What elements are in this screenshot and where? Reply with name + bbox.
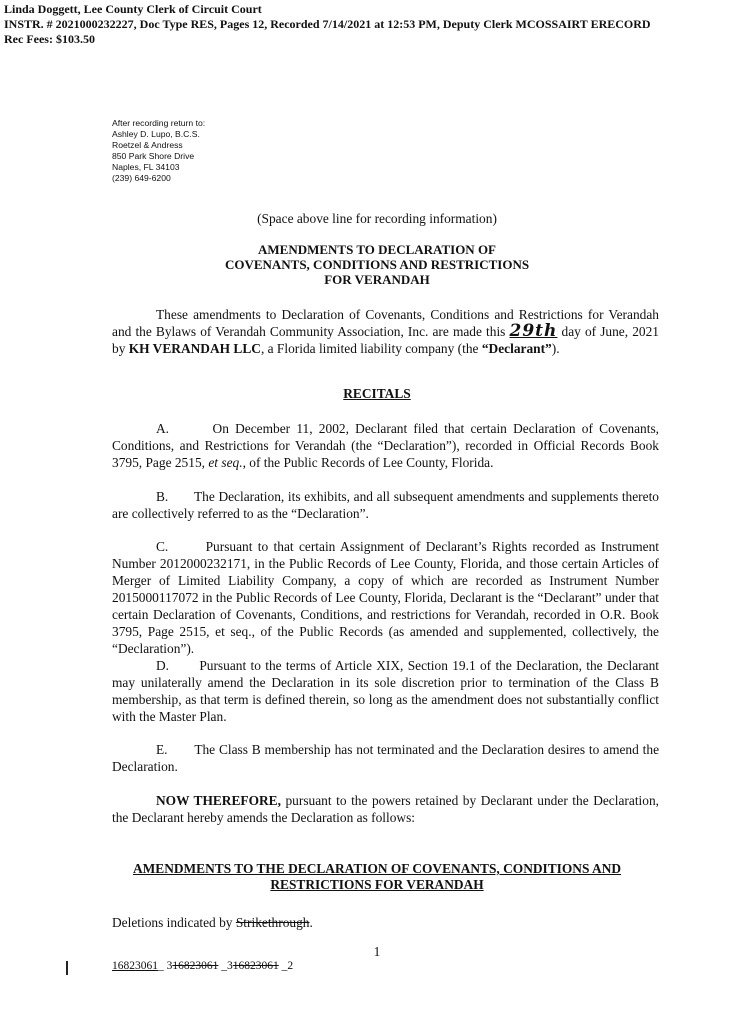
recital-e-letter: E. — [156, 742, 168, 757]
recital-b-letter: B. — [156, 489, 169, 504]
return-street: 850 Park Shore Drive — [112, 151, 195, 161]
amendments-heading-line-1: AMENDMENTS TO THE DECLARATION OF COVENANTS, CONDITIONS AND — [132, 861, 622, 876]
recital-d-text: Pursuant to the terms of Article XIX, Section 19.1 of the Declaration, the Declarant may unilaterally amend the Declaration in its sole discretion prior to termination of the Class B membership, as that term is defined therein, so long as the amendment does not substantially conflict with the Master Plan. — [112, 658, 659, 724]
footer-struck-1: 16823061 — [172, 960, 219, 972]
footer-doc-number: 16823061 — [112, 960, 158, 972]
intro-text-1: These amendments to Declaration of Covenants, Conditions and Restrictions for Verandah and the Bylaws of Verandah Community Association, Inc. are made this — [112, 307, 659, 339]
now-therefore-paragraph — [112, 792, 659, 826]
return-label: After recording return to: — [112, 118, 206, 128]
title-line-2: COVENANTS, CONDITIONS AND RESTRICTIONS — [224, 257, 530, 272]
deletions-suffix: . — [309, 915, 313, 930]
deletions-prefix: Deletions indicated by — [112, 915, 236, 930]
return-address-block — [112, 118, 205, 184]
recital-c — [112, 538, 659, 657]
declarant-name: KH VERANDAH LLC — [128, 341, 261, 356]
footer-sep-3: _2 — [278, 960, 294, 972]
recital-a-text-2: , of the Public Records of Lee County, Florida. — [242, 455, 494, 470]
footer-struck-2: 16823061 — [232, 960, 279, 972]
deletions-strike-word: Strikethrough — [235, 915, 310, 930]
recording-clerk-line: Linda Doggett, Lee County Clerk of Circuit Court — [4, 2, 262, 16]
recital-a — [112, 420, 659, 471]
amendments-heading-line-2: RESTRICTIONS FOR VERANDAH — [270, 877, 484, 892]
footer-sep-1: _ 3 — [158, 960, 173, 972]
title-line-3: FOR VERANDAH — [324, 272, 430, 287]
return-firm: Roetzel & Andress — [112, 140, 183, 150]
recital-c-letter: C. — [156, 539, 169, 554]
return-name: Ashley D. Lupo, B.C.S. — [112, 129, 200, 139]
document-title — [0, 242, 754, 287]
recital-e-text: The Class B membership has not terminated and the Declaration desires to amend the Declaration. — [112, 742, 660, 774]
recital-a-italic: et seq. — [208, 455, 243, 470]
deletions-note — [112, 914, 313, 931]
amendments-heading — [0, 861, 754, 893]
intro-paragraph — [112, 306, 659, 357]
recitals-heading: RECITALS — [343, 386, 411, 401]
recording-instrument-line: INSTR. # 2021000232227, Doc Type RES, Pages 12, Recorded 7/14/2021 at 12:53 PM, Deputy Clerk MCOSSAIRT ERECORD — [4, 17, 651, 31]
footer-doc-id — [112, 960, 293, 972]
intro-text-4: ). — [551, 341, 560, 356]
intro-text-3: , a Florida limited liability company (the — [260, 341, 482, 356]
margin-change-bar — [66, 961, 68, 975]
now-therefore-bold: NOW THEREFORE, — [156, 793, 281, 808]
page-number: 1 — [373, 944, 381, 959]
declarant-label: “Declarant” — [481, 341, 552, 356]
space-note: (Space above line for recording information) — [257, 211, 497, 226]
recording-fees-line: Rec Fees: $103.50 — [4, 32, 95, 46]
now-therefore-text: pursuant to the powers retained by Declarant under the Declaration, the Declarant hereby amends the Declaration as follows: — [112, 793, 659, 825]
recital-d — [112, 657, 659, 725]
recital-c-text: Pursuant to that certain Assignment of Declarant’s Rights recorded as Instrument Number 2012000232171, in the Public Records of Lee County, Florida, and those certain Articles of Merger of Limited Liability Company, a copy of which are recorded as Instrument Number 2015000117072 in the Public Records of Lee County, Florida, Declarant is the “Declarant” under that certain Declaration of Covenants, Conditions, and restrictions for Verandah, recorded in O.R. Book 3795, Page 2515, et seq., of the Public Records (as amended and supplemented, collectively, the “Declaration”). — [112, 539, 660, 656]
recital-a-text-1: On December 11, 2002, Declarant filed that certain Declaration of Covenants, Conditions, and Restrictions for Verandah (the “Declaration”), recorded in Official Records Book 3795, Page 2515, — [112, 421, 660, 470]
recital-b — [112, 488, 659, 522]
intro-text-2: day of June, 2021 by — [112, 324, 659, 356]
recital-b-text: The Declaration, its exhibits, and all subsequent amendments and supplements thereto are collectively referred to as the “Declaration”. — [112, 489, 660, 521]
recital-d-letter: D. — [156, 658, 170, 673]
return-city: Naples, FL 34103 — [112, 162, 180, 172]
footer-sep-2: _3 — [218, 960, 233, 972]
recital-e — [112, 741, 659, 775]
return-phone: (239) 649-6200 — [112, 173, 171, 183]
title-line-1: AMENDMENTS TO DECLARATION OF — [258, 242, 496, 257]
recital-a-letter: A. — [156, 421, 170, 436]
handwritten-day: 29th — [509, 321, 558, 341]
